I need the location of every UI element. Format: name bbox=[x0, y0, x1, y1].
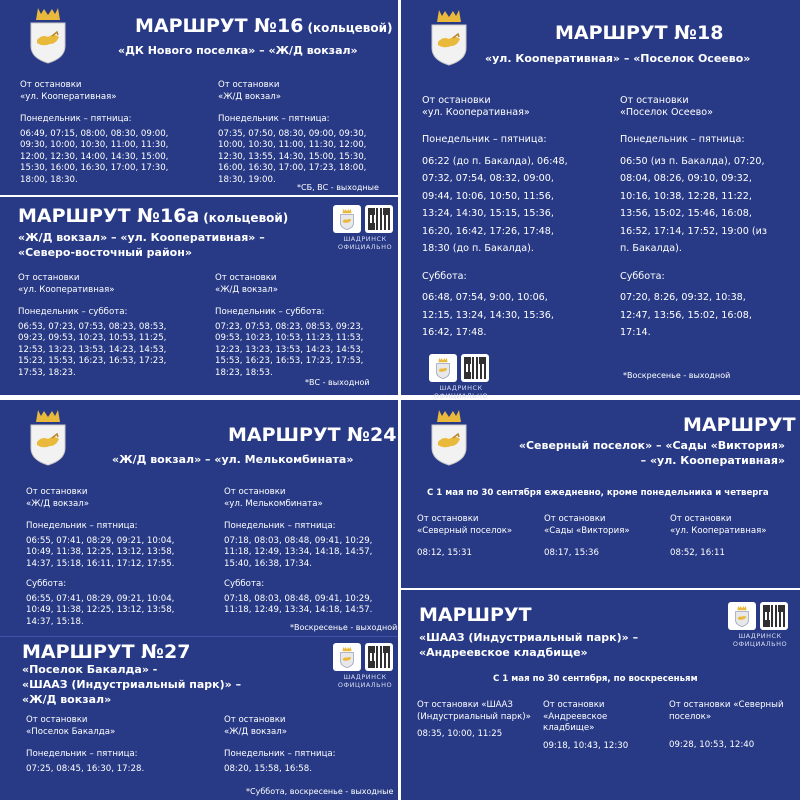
coat-of-arms-icon bbox=[28, 408, 68, 466]
route-24-title: МАРШРУТ №24 bbox=[228, 424, 397, 446]
route-shaaz-period: С 1 мая по 30 сентября, по воскресеньям bbox=[493, 674, 698, 684]
route-18-left-schedule: От остановки «ул. Кооперативная» Понедельник – пятница: 06:22 (до п. Бакалда), 06:48, 07:32, 07:54, 08:32, 09:00, 09:44, 10:06, 10:50, 11:56, 13:24, 14:30, 15:15, 15:36, 16:20, 16:42, 17:26, 17:48, 18:30 (до п. Бакалда). Суббота: 06:48, 07:54, 9:00, 10:06, 12:15, 13:24, 14:30, 15:36, 16:42, 17:48. bbox=[422, 95, 568, 338]
route-16a-note: *ВС - выходной bbox=[305, 378, 370, 387]
route-sady-period: С 1 мая по 30 сентября ежедневно, кроме понедельника и четверга bbox=[427, 488, 769, 498]
city-logo-icon bbox=[728, 602, 756, 630]
route-sady-col-1: От остановки «Северный поселок» 08:12, 15:31 bbox=[417, 514, 513, 558]
route-16-panel bbox=[0, 0, 398, 195]
coat-of-arms-icon bbox=[28, 6, 68, 64]
route-24-right-schedule: От остановки «ул. Мелькомбината» Понедельник – пятница: 07:18, 08:03, 08:48, 09:41, 10:29, 11:18, 12:49, 13:34, 14:18, 14:57, 15:40, 16:38, 17:34. Суббота: 07:18, 08:03, 08:48, 09:41, 10:29, 11:18, 12:49, 13:34, 14:18, 14:57. bbox=[224, 487, 373, 615]
route-shaaz-stops: «ШААЗ (Индустриальный парк)» – «Андреевское кладбище» bbox=[419, 631, 639, 659]
route-16a-right-schedule: От остановки «Ж/Д вокзал» Понедельник – суббота: 07:23, 07:53, 08:23, 08:53, 09:23, 09:53, 10:23, 10:53, 11:23, 11:53, 12:23, 13:23, 13:53, 14:23, 14:53, 15:53, 16:23, 16:53, 17:23, 17:53, 18:23, 18:53. bbox=[215, 273, 364, 378]
route-16-right-schedule: От остановки «Ж/Д вокзал» Понедельник – пятница: 07:35, 07:50, 08:30, 09:00, 09:30, 10:00, 10:30, 11:00, 11:30, 12:00, 12:30, 13:55, 14:30, 15:00, 15:30, 16:00, 16:30, 17:00, 17:23, 18:00, 18:30, 19:00. bbox=[218, 80, 367, 185]
qr-code-icon bbox=[461, 354, 489, 382]
route-16a-panel: МАРШРУТ №16а (кольцевой) «Ж/Д вокзал» – «ул. Кооперативная» – «Северо-восточный район» ШАДРИНСК ОФИЦИАЛЬНО От остановки «ул. Кооперативная» Понедельник – суббота: 06:53, 07:23, 07:53, 08:23, 08:53, 09:23, 09:53, 10:23, 10:53, 11:25, 12:53, 13:23, 13:53, 14:23, 14:53, 15:23, 15:53, 16:23, 16:53, 17:23, 17:53, 18:23. От остановки «Ж/Д вокзал» Понедельник – суббота: 07:23, 07:53, 08:23, 08:53, 09:23, 09:53, 10:23, 10:53, 11:23, 11:53, 12:23, 13:23, 13:53, 14:23, 14:53, 15:53, 16:23, 16:53, 17:23, 17:53, 18:23, 18:53. *ВС - выходной bbox=[0, 197, 398, 395]
qr-code-icon bbox=[365, 643, 393, 671]
route-18-note: *Воскресенье - выходной bbox=[623, 371, 731, 380]
route-16a-stops: «Ж/Д вокзал» – «ул. Кооперативная» – «Северо-восточный район» bbox=[18, 231, 265, 259]
city-logo-icon bbox=[429, 354, 457, 382]
route-27-title: МАРШРУТ №27 bbox=[22, 641, 191, 663]
route-shaaz-title: МАРШРУТ bbox=[419, 604, 532, 626]
route-27-panel: МАРШРУТ №27 «Поселок Бакалда» - «ШААЗ (Индустриальный парк)» – «Ж/Д вокзал» ШАДРИНСК ОФИЦИАЛЬНО От остановки «Поселок Бакалда» Понедельник – пятница: 07:25, 08:45, 16:30, 17:28. От остановки «Ж/Д вокзал» Понедельник – пятница: 08:20, 15:58, 16:58. *Суббота, воскресенье - выходные bbox=[0, 636, 398, 800]
coat-of-arms-icon bbox=[429, 408, 469, 466]
coat-of-arms-icon bbox=[429, 8, 469, 66]
coat-of-arms-icon bbox=[28, 408, 68, 466]
route-16-stops: «ДК Нового поселка» – «Ж/Д вокзал» bbox=[118, 44, 358, 57]
route-27-note: *Суббота, воскресенье - выходные bbox=[246, 787, 394, 796]
route-18-right-schedule: От остановки «Поселок Осеево» Понедельник – пятница: 06:50 (из п. Бакалда), 07:20, 08:04, 08:26, 09:10, 09:32, 10:16, 10:38, 12:28, 11:22, 13:56, 15:02, 15:46, 16:08, 16:52, 17:14, 17:52, 19:00 (из п. Бакалда). Суббота: 07:20, 8:26, 09:32, 10:38, 12:47, 13:56, 15:02, 16:08, 17:14. bbox=[620, 95, 768, 338]
route-18-stops: «ул. Кооперативная» – «Поселок Осеево» bbox=[485, 52, 751, 65]
route-16-title: МАРШРУТ №16 (кольцевой) bbox=[135, 15, 393, 37]
route-sady-stops: «Северный поселок» – «Сады «Виктория» – «ул. Кооперативная» bbox=[518, 439, 785, 467]
route-27-right-schedule: От остановки «Ж/Д вокзал» Понедельник – пятница: 08:20, 15:58, 16:58. bbox=[224, 715, 336, 774]
city-logo-icon bbox=[333, 205, 361, 233]
route-24-panel bbox=[0, 400, 398, 636]
route-sady-viktoria-panel bbox=[401, 400, 800, 588]
route-shaaz-col-3: От остановки «Северный поселок» 09:28, 10:53, 12:40 bbox=[669, 700, 784, 750]
route-24-left-schedule: От остановки «Ж/Д вокзал» Понедельник – пятница: 06:55, 07:41, 08:29, 09:21, 10:04, 10:49, 11:38, 12:25, 13:12, 13:58, 14:37, 15:18, 16:11, 17:12, 17:55. Суббота: 06:55, 07:41, 08:29, 09:21, 10:04, 10:49, 11:38, 12:25, 13:12, 13:58, 14:37, 15:18. bbox=[26, 487, 175, 627]
route-sady-col-2: От остановки «Сады «Виктория» 08:17, 15:36 bbox=[544, 514, 630, 558]
qr-code-icon bbox=[760, 602, 788, 630]
route-24-note: *Воскресенье - выходной bbox=[290, 623, 398, 632]
route-27-left-schedule: От остановки «Поселок Бакалда» Понедельник – пятница: 07:25, 08:45, 16:30, 17:28. bbox=[26, 715, 145, 774]
route-shaaz-panel: МАРШРУТ «ШААЗ (Индустриальный парк)» – «Андреевское кладбище» ШАДРИНСК ОФИЦИАЛЬНО С 1 мая по 30 сентября, по воскресеньям От остановки «ШААЗ (Индустриальный парк)» 08:35, 10:00, 11:25 От остановки «Андреевское кладбище» 09:18, 10:43, 12:30 От остановки «Северный поселок» 09:28, 10:53, 12:40 bbox=[401, 590, 800, 800]
qr-code-icon bbox=[365, 205, 393, 233]
route-16a-left-schedule: От остановки «ул. Кооперативная» Понедельник – суббота: 06:53, 07:23, 07:53, 08:23, 08:53, 09:23, 09:53, 10:23, 10:53, 11:25, 12:53, 13:23, 13:53, 14:23, 14:53, 15:23, 15:53, 16:23, 16:53, 17:23, 17:53, 18:23. bbox=[18, 273, 167, 378]
city-logo-icon bbox=[333, 643, 361, 671]
coat-of-arms-icon bbox=[429, 408, 469, 466]
coat-of-arms-icon bbox=[28, 6, 68, 64]
route-sady-col-3: От остановки «ул. Кооперативная» 08:52, 16:11 bbox=[670, 514, 767, 558]
route-16a-title: МАРШРУТ №16а (кольцевой) bbox=[18, 205, 289, 227]
route-shaaz-col-2: От остановки «Андреевское кладбище» 09:18, 10:43, 12:30 bbox=[543, 700, 629, 751]
coat-of-arms-icon bbox=[429, 8, 469, 66]
route-18-panel: МАРШРУТ №18 «ул. Кооперативная» – «Поселок Осеево» От остановки «ул. Кооперативная» Понедельник – пятница: 06:22 (до п. Бакалда), 06:48, 07:32, 07:54, 08:32, 09:00, 09:44, 10:06, 10:50, 11:56, 13:24, 14:30, 15:15, 15:36, 16:20, 16:42, 17:26, 17:48, 18:30 (до п. Бакалда). Суббота: 06:48, 07:54, 9:00, 10:06, 12:15, 13:24, 14:30, 15:36, 16:42, 17:48. От остановки «Поселок Осеево» Понедельник – пятница: 06:50 (из п. Бакалда), 07:20, 08:04, 08:26, 09:10, 09:32, 10:16, 10:38, 12:28, 11:22, 13:56, 15:02, 15:46, 16:08, 16:52, 17:14, 17:52, 19:00 (из п. Бакалда). Суббота: 07:20, 8:26, 09:32, 10:38, 12:47, 13:56, 15:02, 16:08, 17:14. ШАДРИНСК ОФИЦИАЛЬНО *Воскресенье - выходной bbox=[401, 0, 800, 395]
route-16-note: *СБ, ВС - выходные bbox=[297, 183, 379, 192]
route-27-stops: «Поселок Бакалда» - «ШААЗ (Индустриальный парк)» – «Ж/Д вокзал» bbox=[22, 663, 242, 706]
route-shaaz-col-1: От остановки «ШААЗ (Индустриальный парк)» 08:35, 10:00, 11:25 bbox=[417, 700, 531, 739]
route-16-left-schedule: От остановки «ул. Кооперативная» Понедельник – пятница: 06:49, 07:15, 08:00, 08:30, 09:00, 09:30, 10:00, 10:30, 11:00, 11:30, 12:00, 12:30, 14:00, 14:30, 15:00, 15:30, 16:00, 16:30, 17:00, 17:30, 18:00, 18:30. bbox=[20, 80, 169, 185]
route-24-stops: «Ж/Д вокзал» – «ул. Мелькомбината» bbox=[112, 453, 354, 466]
route-18-title: МАРШРУТ №18 bbox=[555, 22, 724, 44]
route-sady-title: МАРШРУТ bbox=[683, 414, 796, 436]
